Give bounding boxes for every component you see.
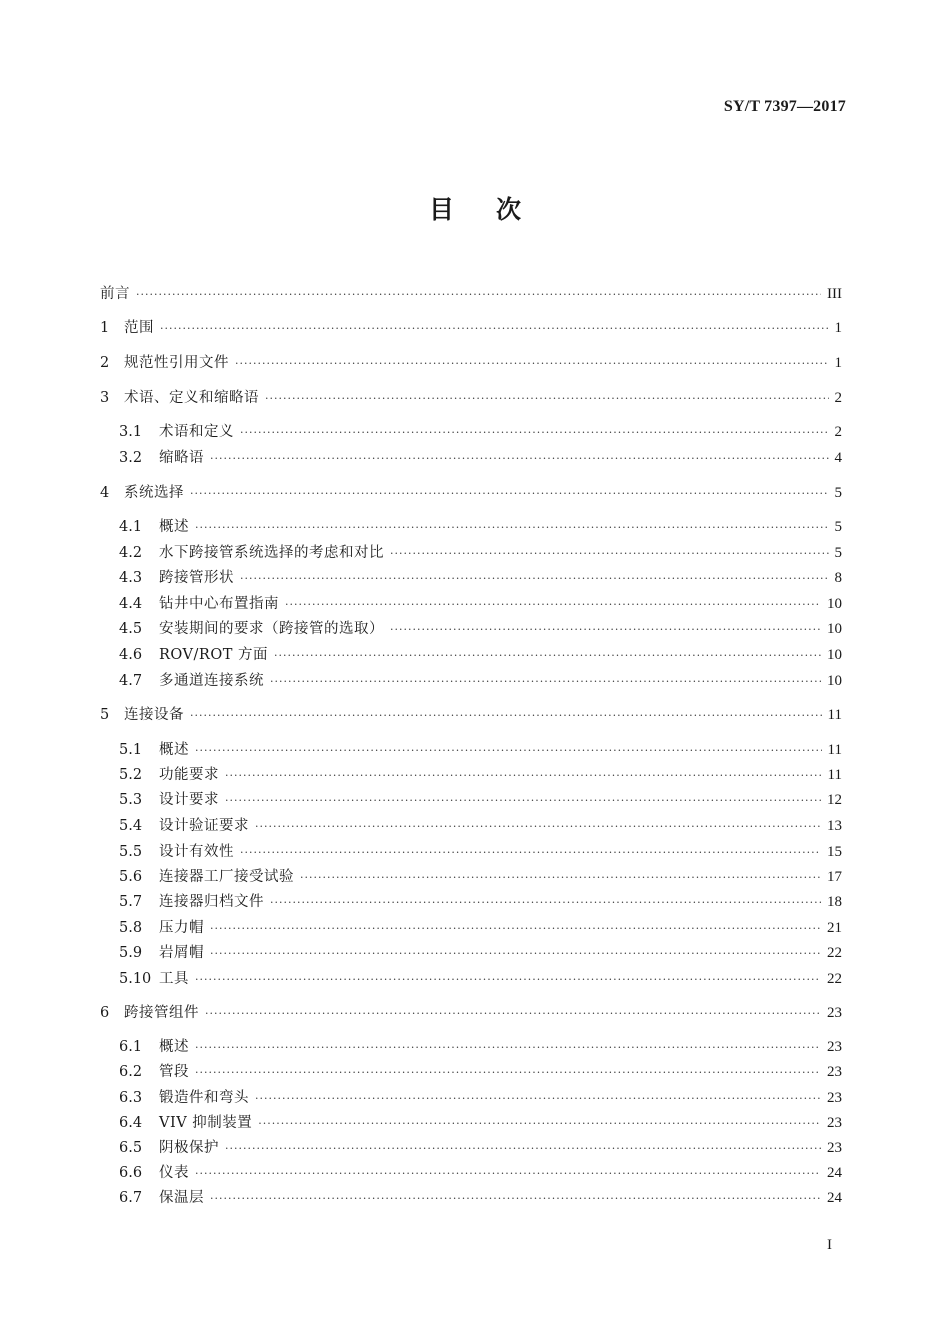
toc-leader-dots <box>240 423 829 443</box>
toc-entry-page: 5 <box>834 485 842 501</box>
toc-entry[interactable] <box>100 353 842 373</box>
toc-entry-page: 13 <box>827 818 842 834</box>
toc-entry[interactable] <box>119 1163 842 1183</box>
toc-entry-page: 18 <box>827 894 842 910</box>
toc-entry-label: 连接器工厂接受试验 <box>159 869 294 885</box>
toc-entry-number: 6.3 <box>119 1090 143 1106</box>
toc-entry[interactable] <box>100 705 842 725</box>
toc-entry-number: 6.2 <box>119 1064 143 1080</box>
toc-leader-dots <box>190 706 822 726</box>
toc-leader-dots <box>240 843 821 863</box>
toc-leader-dots <box>210 944 821 964</box>
toc-entry-label: 设计有效性 <box>159 844 234 860</box>
toc-entry-label: 概述 <box>159 1039 189 1055</box>
toc-entry[interactable] <box>119 1113 842 1133</box>
toc-entry-label: 岩屑帽 <box>159 945 204 961</box>
toc-entry-page: 23 <box>827 1005 842 1021</box>
toc-entry[interactable] <box>119 1062 842 1082</box>
toc-entry-page: 5 <box>834 519 842 535</box>
toc-entry[interactable] <box>119 448 842 468</box>
toc-entry-page: 10 <box>827 673 842 689</box>
toc-entry-page: 11 <box>827 707 842 723</box>
toc-entry-number: 6.6 <box>119 1165 143 1181</box>
toc-entry-number: 6.4 <box>119 1115 143 1131</box>
toc-leader-dots <box>195 1164 821 1184</box>
toc-leader-dots <box>210 919 821 939</box>
toc-entry-page: 23 <box>827 1064 842 1080</box>
toc-entry-page: 2 <box>834 390 842 406</box>
toc-entry-number: 4.3 <box>119 570 143 586</box>
toc-entry-label: 跨接管形状 <box>159 570 234 586</box>
toc-entry[interactable] <box>119 645 842 665</box>
toc-leader-dots <box>210 449 829 469</box>
toc-entry-number: 4.2 <box>119 545 143 561</box>
toc-entry-label: 缩略语 <box>159 450 204 466</box>
toc-leader-dots <box>225 1139 821 1159</box>
toc-leader-dots <box>258 1114 821 1134</box>
toc-entry[interactable] <box>119 619 842 639</box>
toc-entry-page: 10 <box>827 647 842 663</box>
toc-entry[interactable] <box>119 918 842 938</box>
toc-entry-label: 前言 <box>100 286 130 302</box>
toc-entry[interactable] <box>119 568 842 588</box>
toc-entry-label: 术语和定义 <box>159 424 234 440</box>
toc-entry-page: III <box>827 286 842 302</box>
toc-entry[interactable] <box>119 422 842 442</box>
standard-number: SY/T 7397—2017 <box>723 98 846 115</box>
toc-entry-number: 4.1 <box>119 519 143 535</box>
toc-entry[interactable] <box>100 388 842 408</box>
toc-entry-number: 5 <box>100 707 110 723</box>
toc-entry-page: 1 <box>834 320 842 336</box>
toc-leader-dots <box>195 970 821 990</box>
toc-entry-label: 概述 <box>159 519 189 535</box>
toc-entry-label: 仪表 <box>159 1165 189 1181</box>
toc-entry-number: 4.4 <box>119 596 143 612</box>
toc-entry-label: 管段 <box>159 1064 189 1080</box>
toc-entry-number: 5.10 <box>119 971 152 987</box>
toc-entry[interactable] <box>119 740 842 760</box>
toc-leader-dots <box>390 544 829 564</box>
toc-leader-dots <box>160 319 829 339</box>
toc-entry[interactable] <box>119 816 842 836</box>
toc-entry-number: 5.1 <box>119 742 143 758</box>
toc-leader-dots <box>270 672 821 692</box>
toc-entry-label: 连接器归档文件 <box>159 894 264 910</box>
toc-entry-page: 24 <box>827 1165 842 1181</box>
toc-entry-page: 8 <box>834 570 842 586</box>
toc-entry-number: 4.5 <box>119 621 143 637</box>
toc-entry-page: 22 <box>827 971 842 987</box>
toc-entry-label: 规范性引用文件 <box>124 355 229 371</box>
toc-entry-page: 17 <box>827 869 842 885</box>
toc-entry-label: 保温层 <box>159 1190 204 1206</box>
toc-entry[interactable] <box>119 517 842 537</box>
toc-entry-page: 15 <box>827 844 842 860</box>
toc-entry-page: 24 <box>827 1190 842 1206</box>
toc-entry-label: 跨接管组件 <box>124 1005 199 1021</box>
toc-entry-number: 4.7 <box>119 673 143 689</box>
toc-entry-page: 10 <box>827 621 842 637</box>
toc-entry[interactable] <box>119 1037 842 1057</box>
toc-entry-label: 功能要求 <box>159 767 219 783</box>
toc-entry[interactable] <box>119 1088 842 1108</box>
toc-entry-page: 23 <box>827 1140 842 1156</box>
toc-entry-number: 5.5 <box>119 844 143 860</box>
toc-entry[interactable] <box>119 1188 842 1208</box>
toc-leader-dots <box>270 893 821 913</box>
toc-leader-dots <box>390 620 821 640</box>
toc-entry-number: 4 <box>100 485 110 501</box>
toc-entry[interactable] <box>119 1138 842 1158</box>
toc-entry-page: 11 <box>827 742 842 758</box>
toc-entry-number: 5.6 <box>119 869 143 885</box>
toc-entry-number: 5.8 <box>119 920 143 936</box>
toc-entry-number: 6.7 <box>119 1190 143 1206</box>
toc-entry-label: 锻造件和弯头 <box>159 1090 249 1106</box>
toc-entry[interactable] <box>119 943 842 963</box>
toc-leader-dots <box>195 1063 821 1083</box>
toc-entry-label: 术语、定义和缩略语 <box>124 390 259 406</box>
toc-entry-number: 3.2 <box>119 450 143 466</box>
toc-leader-dots <box>255 1089 821 1109</box>
toc-leader-dots <box>225 766 822 786</box>
toc-leader-dots <box>136 285 821 305</box>
toc-entry-number: 2 <box>100 355 110 371</box>
page-title <box>0 190 950 226</box>
toc-entry-page: 5 <box>834 545 842 561</box>
toc-entry-number: 6.5 <box>119 1140 143 1156</box>
toc-entry-label: 安装期间的要求（跨接管的选取） <box>159 621 384 637</box>
toc-entry-number: 6 <box>100 1005 110 1021</box>
toc-entry-label: 系统选择 <box>124 485 184 501</box>
toc-entry-number: 3 <box>100 390 110 406</box>
toc-entry-label: 范围 <box>124 320 154 336</box>
toc-entry-number: 5.9 <box>119 945 143 961</box>
toc-leader-dots <box>274 646 821 666</box>
toc-entry-number: 3.1 <box>119 424 143 440</box>
toc-entry-page: 21 <box>827 920 842 936</box>
toc-entry-page: 4 <box>834 450 842 466</box>
toc-entry[interactable] <box>119 790 842 810</box>
toc-entry-number: 5.7 <box>119 894 143 910</box>
toc-entry[interactable] <box>119 594 842 614</box>
toc-entry[interactable] <box>100 284 842 304</box>
toc-entry-page: 11 <box>827 767 842 783</box>
toc-leader-dots <box>195 741 822 761</box>
toc-entry-label: VIV 抑制装置 <box>159 1115 253 1131</box>
toc-entry-page: 1 <box>834 355 842 371</box>
toc-entry[interactable] <box>119 867 842 887</box>
toc-entry[interactable] <box>100 483 842 503</box>
toc-entry[interactable] <box>100 318 842 338</box>
toc-entry-number: 5.3 <box>119 792 143 808</box>
toc-leader-dots <box>195 1038 821 1058</box>
toc-leader-dots <box>240 569 829 589</box>
toc-entry-number: 4.6 <box>119 647 143 663</box>
toc-entry-label: 阴极保护 <box>159 1140 219 1156</box>
toc-entry-page: 10 <box>827 596 842 612</box>
toc-entry-page: 2 <box>834 424 842 440</box>
toc-entry[interactable] <box>119 543 842 563</box>
toc-entry[interactable] <box>100 1003 842 1023</box>
toc-leader-dots <box>300 868 821 888</box>
toc-leader-dots <box>210 1189 821 1209</box>
toc-entry-page: 23 <box>827 1115 842 1131</box>
toc-leader-dots <box>195 518 829 538</box>
toc-leader-dots <box>205 1004 821 1024</box>
title-part-2: 次 <box>496 195 522 224</box>
toc-entry-page: 12 <box>827 792 842 808</box>
toc-entry-label: ROV/ROT 方面 <box>159 647 268 663</box>
toc-entry-page: 23 <box>827 1039 842 1055</box>
toc-leader-dots <box>255 817 821 837</box>
toc-entry-number: 1 <box>100 320 110 336</box>
toc-entry[interactable] <box>119 969 842 989</box>
toc-entry-label: 压力帽 <box>159 920 204 936</box>
toc-entry-number: 5.4 <box>119 818 143 834</box>
toc-leader-dots <box>190 484 829 504</box>
toc-leader-dots <box>235 354 829 374</box>
toc-entry-label: 钻井中心布置指南 <box>159 596 279 612</box>
toc-entry-label: 多通道连接系统 <box>159 673 264 689</box>
toc-entry-number: 6.1 <box>119 1039 143 1055</box>
toc-leader-dots <box>225 791 821 811</box>
toc-entry[interactable] <box>119 765 842 785</box>
toc-entry-label: 水下跨接管系统选择的考虑和对比 <box>159 545 384 561</box>
toc-entry-label: 设计要求 <box>159 792 219 808</box>
toc-entry-page: 23 <box>827 1090 842 1106</box>
toc-entry-label: 概述 <box>159 742 189 758</box>
title-part-1: 目 <box>428 195 454 224</box>
toc-entry-label: 设计验证要求 <box>159 818 249 834</box>
toc-entry-page: 22 <box>827 945 842 961</box>
toc-leader-dots <box>285 595 821 615</box>
toc-entry-number: 5.2 <box>119 767 143 783</box>
footer-page-number: I <box>827 1237 832 1253</box>
toc-entry-label: 工具 <box>159 971 189 987</box>
toc-entry[interactable] <box>119 842 842 862</box>
toc-entry[interactable] <box>119 892 842 912</box>
toc-leader-dots <box>265 389 829 409</box>
toc-entry[interactable] <box>119 671 842 691</box>
toc-entry-label: 连接设备 <box>124 707 184 723</box>
